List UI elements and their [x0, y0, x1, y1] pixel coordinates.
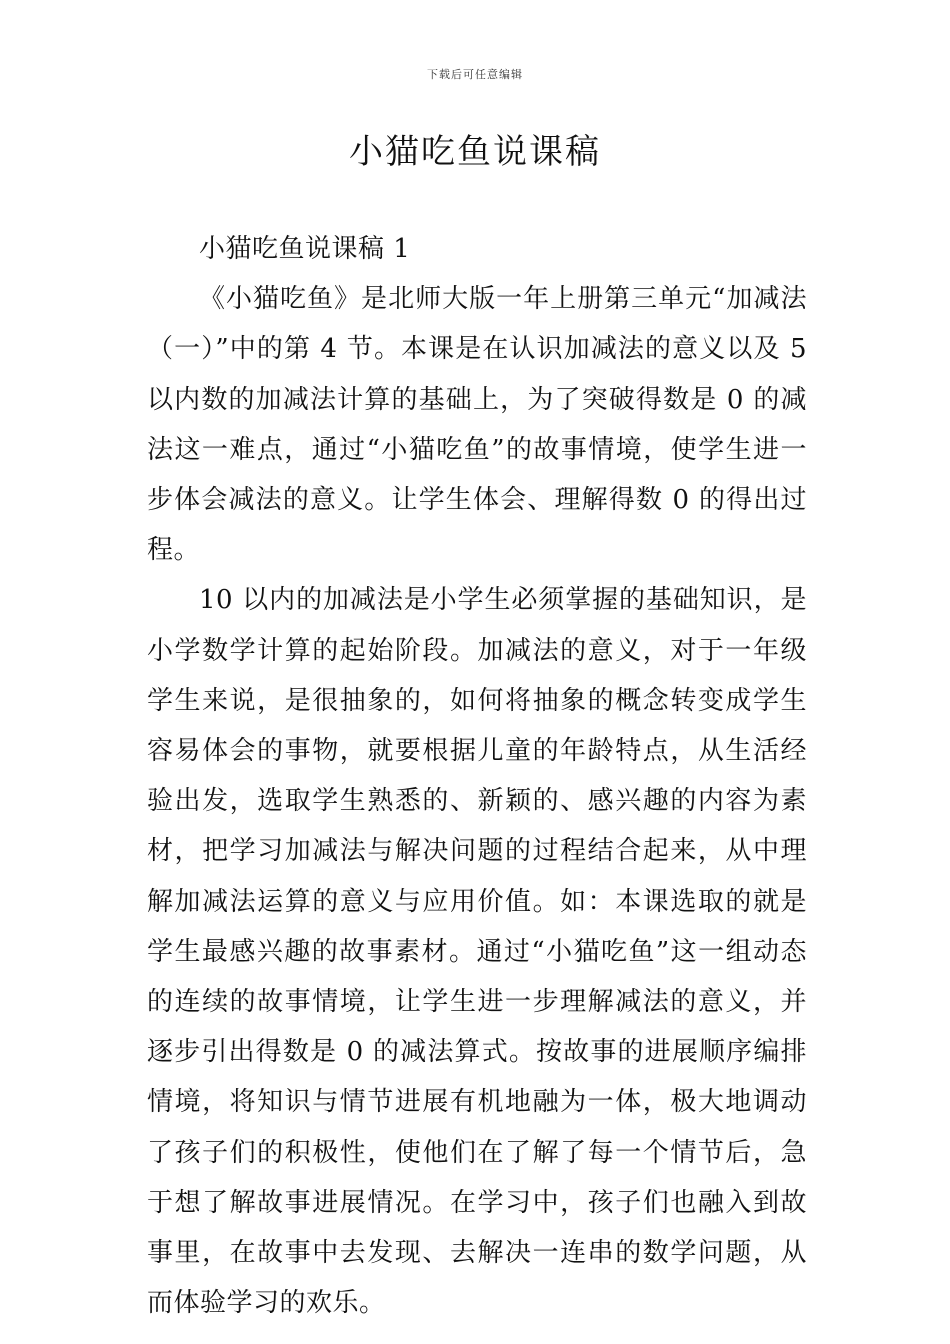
paragraph-1: 《小猫吃鱼》是北师大版一年上册第三单元“加减法（一）”中的第 4 节。本课是在认识加减法的意义以及 5 以内数的加减法计算的基础上，为了突破得数是 0 的减法这一难点，通过“小猫吃鱼”的故事情境，使学生进一步体会减法的意义。让学生体会、理解得数 0 的得出过程。	[147, 284, 807, 566]
document-title: 小猫吃鱼说课稿	[349, 132, 601, 172]
paragraph-2: 10 以内的加减法是小学生必须掌握的基础知识，是小学数学计算的起始阶段。加减法的意义，对于一年级学生来说，是很抽象的，如何将抽象的概念转变成学生容易体会的事物，就要根据儿童的年龄特点，从生活经验出发，选取学生熟悉的、新颖的、感兴趣的内容为素材，把学习加减法与解决问题的过程结合起来，从中理解加减法运算的意义与应用价值。如：本课选取的就是学生最感兴趣的故事素材。通过“小猫吃鱼”这一组动态的连续的故事情境，让学生进一步理解减法的意义，并逐步引出得数是 0 的减法算式。按故事的进展顺序编排情境，将知识与情节进展有机地融为一体，极大地调动了孩子们的积极性，使他们在了解了每一个情节后，急于想了解故事进展情况。在学习中，孩子们也融入到故事里，在故事中去发现、去解决一连串的数学问题，从而体验学习的欢乐。	[147, 585, 807, 1319]
section-heading: 小猫吃鱼说课稿 1	[199, 234, 411, 264]
header-note: 下载后可任意编辑	[427, 68, 523, 81]
document-body	[147, 224, 807, 1328]
